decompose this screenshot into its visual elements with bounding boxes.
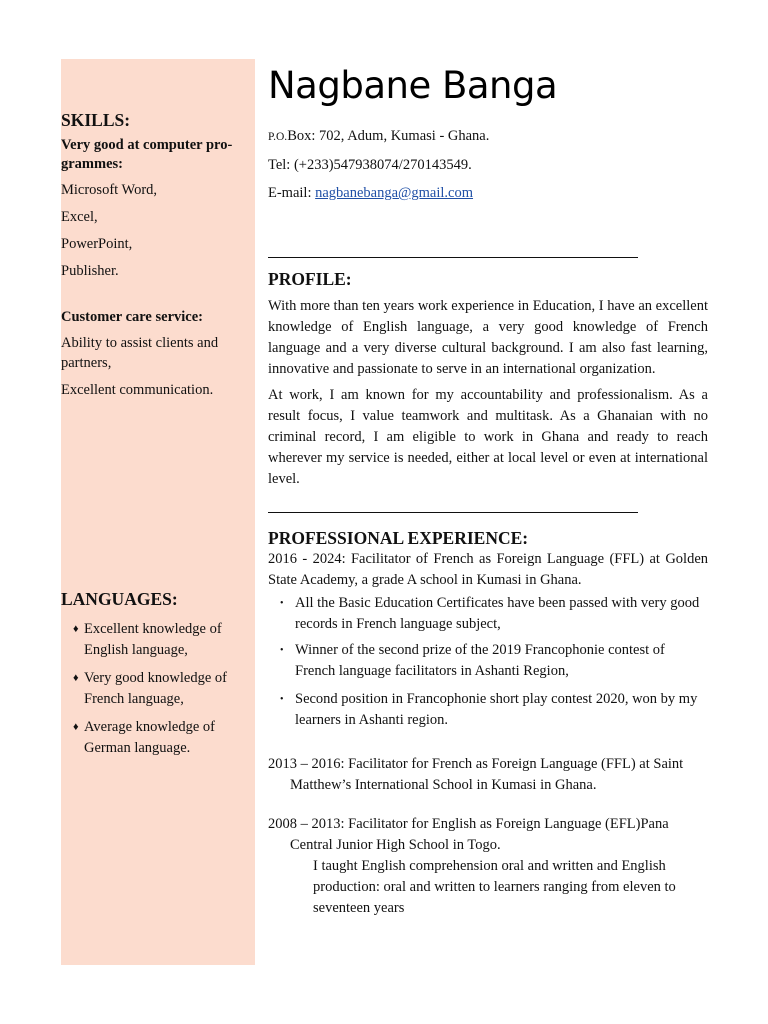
address-line [268, 126, 708, 148]
diamond-bullet-icon: ♦ [73, 672, 79, 684]
job-entry: 2008 – 2013: Facilitator for English as Foreign Language (EFL)Pana Central Junior High School in Togo. [268, 816, 669, 853]
languages-section [61, 589, 251, 766]
language-text: Very good knowledge of French language, [84, 670, 227, 707]
skills-heading: SKILLS: [61, 110, 131, 130]
profile-heading: PROFILE: [268, 269, 352, 289]
job-duty: I taught English comprehension oral and written and English production: oral and written to learners ranging from eleven to seventeen years [313, 858, 676, 916]
achievement-text: All the Basic Education Certificates have been passed with very good records in French language subject, [295, 595, 700, 632]
email-label: E-mail: [268, 185, 316, 201]
achievement-item [280, 640, 708, 682]
address-text: Box: 702, Adum, Kumasi - Ghana. [287, 128, 490, 144]
candidate-name: Nagbane Banga [268, 64, 558, 107]
language-item [73, 668, 251, 710]
achievement-text: Second position in Francophonie short play contest 2020, won by my learners in Ashanti region. [295, 691, 698, 728]
languages-heading: LANGUAGES: [61, 589, 178, 609]
achievement-text: Winner of the second prize of the 2019 Francophonie contest of French language facilitators in Ashanti Region, [295, 642, 665, 679]
customer-care-heading: Customer care service: [61, 309, 203, 325]
job-achievements [268, 593, 708, 731]
email-line [268, 183, 708, 204]
bullet-icon: • [280, 645, 284, 656]
achievement-item [280, 593, 708, 635]
computer-skill-item: Microsoft Word, [61, 182, 158, 198]
bullet-icon: • [280, 694, 284, 705]
profile-paragraph: At work, I am known for my accountability and professionalism. As a result focus, I value teamwork and multitask. As a Ghanaian with no criminal record, I am eligible to work in Ghana and ready to reach wherever my service is needed, either at local level or even at international level. [268, 387, 708, 487]
customer-care-item: Excellent communication. [61, 382, 214, 398]
language-item [73, 717, 251, 759]
diamond-bullet-icon: ♦ [73, 721, 79, 733]
email-link[interactable]: nagbanebanga@gmail.com [315, 185, 474, 201]
skills-section [61, 110, 251, 407]
bullet-icon: • [280, 598, 284, 609]
language-text: Average knowledge of German language. [84, 719, 215, 756]
language-text: Excellent knowledge of English language, [84, 621, 222, 658]
job-entry: 2016 - 2024: Facilitator of French as Foreign Language (FFL) at Golden State Academy, a grade A school in Kumasi in Ghana. [268, 551, 708, 588]
diamond-bullet-icon: ♦ [73, 623, 79, 635]
language-item [73, 619, 251, 661]
computer-skill-item: Excel, [61, 209, 98, 225]
computer-skills-heading: Very good at computer pro-grammes: [61, 137, 233, 172]
tel-line: Tel: (+233)547938074/270143549. [268, 157, 472, 173]
languages-list [61, 619, 251, 759]
achievement-item [280, 689, 708, 731]
profile-paragraph: With more than ten years work experience in Education, I have an excellent knowledge of English language, a very good knowledge of French language and a very diverse cultural background. I am also fast learning, innovative and passionate to serve in an international organization. [268, 298, 708, 377]
job-entry: 2013 – 2016: Facilitator for French as Foreign Language (FFL) at Saint Matthew’s International School in Kumasi in Ghana. [268, 756, 684, 793]
main-column [268, 60, 708, 919]
po-prefix: P.O. [268, 131, 288, 143]
computer-skill-item: Publisher. [61, 263, 119, 279]
computer-skill-item: PowerPoint, [61, 236, 133, 252]
customer-care-item: Ability to assist clients and partners, [61, 335, 219, 371]
experience-heading: PROFESSIONAL EXPERIENCE: [268, 528, 529, 548]
